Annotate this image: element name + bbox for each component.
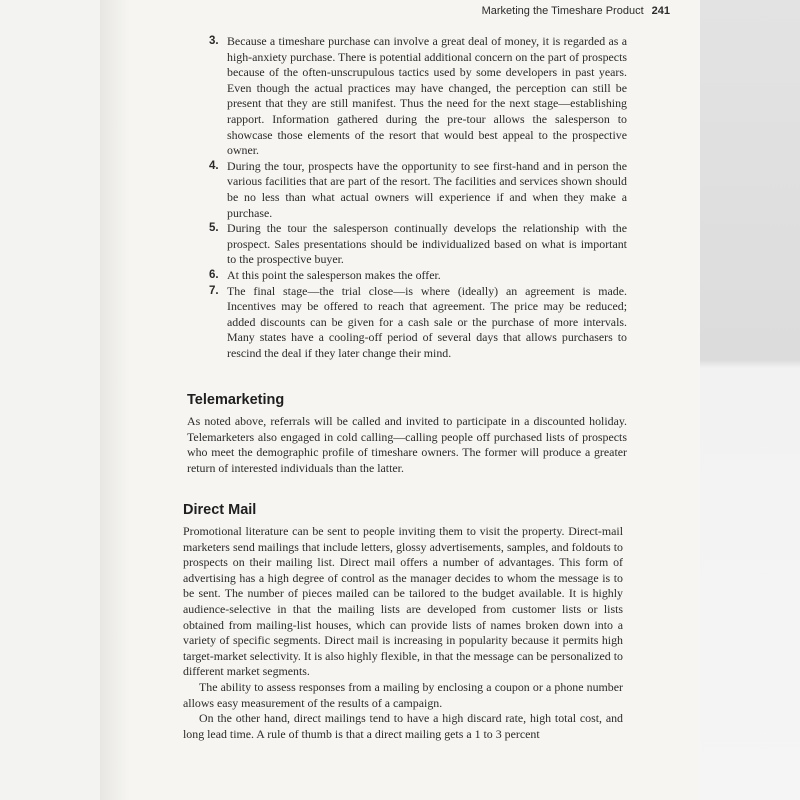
direct-mail-paragraph: On the other hand, direct mailings tend to have a high discard rate, high total cost, and long lead time. A rule of thumb is that a direct mailing gets a 1 to 3 percent bbox=[183, 711, 623, 741]
telemarketing-section bbox=[187, 392, 627, 476]
background-right bbox=[700, 0, 800, 800]
telemarketing-paragraph: As noted above, referrals will be called and invited to participate in a discounted holiday. Telemarketers also engaged in cold calling—calling people off purchased lists of prospects who meet the demographic profile of timeshare owners. The former will produce a greater return of interested individuals than the latter. bbox=[187, 414, 627, 475]
background-left bbox=[0, 0, 108, 800]
list-item bbox=[187, 221, 627, 268]
list-item bbox=[187, 268, 627, 284]
direct-mail-heading: Direct Mail bbox=[183, 502, 257, 518]
list-item-text: Because a timeshare purchase can involve a great deal of money, it is regarded as a high-anxiety purchase. There is potential additional concern on the part of prospects because of the often-unscrupulous tactics used by some developers in past years. Even though the actual practices may have changed, the perception can still be present that they are still manifest. Thus the need for the next stage—establishing rapport. Information gathered during the pre-tour allows the salesperson to showcase those elements of the resort that would best appeal to the prospective owner. bbox=[227, 34, 627, 158]
page-gutter-shadow bbox=[100, 0, 130, 800]
list-item-text: During the tour, prospects have the opportunity to see first-hand and in person the various facilities that are part of the resort. The facilities and services shown should be no less than what actual owners will experience if and when they make a purchase. bbox=[227, 158, 627, 220]
list-item-text: During the tour the salesperson continually develops the relationship with the prospect. Sales presentations should be individualized based on what is important to the prospective buyer. bbox=[227, 221, 627, 267]
page-number: 241 bbox=[651, 5, 670, 17]
list-item bbox=[187, 34, 627, 159]
list-item-text: The final stage—the trial close—is where (ideally) an agreement is made. Incentives may be offered to reach that agreement. The price may be reduced; added discounts can be given for a cash sale or the purchase of more intervals. Many states have a cooling-off period of several days that allows purchasers to rescind the deal if they later change their mind. bbox=[227, 283, 627, 360]
telemarketing-heading: Telemarketing bbox=[187, 392, 285, 408]
list-item-number: 7. bbox=[209, 284, 219, 297]
list-item-text: At this point the salesperson makes the offer. bbox=[227, 267, 441, 282]
list-item-number: 6. bbox=[209, 268, 219, 281]
list-item bbox=[187, 284, 627, 362]
running-head bbox=[460, 5, 670, 17]
direct-mail-paragraph: Promotional literature can be sent to people inviting them to visit the property. Direct-mail marketers send mailings that include letters, glossy advertisements, samples, and foldouts to prospects on their mailing list. Direct mail offers a number of advantages. This form of advertising has a high degree of control as the manager decides to whom the message is to be sent. The number of pieces mailed can be tailored to the budget available. It is highly audience-selective in that the mailing lists are developed from customer lists or lists obtained from mailing-list houses, which can provide lists of names broken down into a variety of specific segments. Direct mail is increasing in popularity because it permits high target-market selectivity. It is also highly flexible, in that the message can be personalized to different market segments. bbox=[183, 524, 623, 679]
direct-mail-paragraph: The ability to assess responses from a mailing by enclosing a coupon or a phone number allows easy measurement of the results of a campaign. bbox=[183, 679, 623, 710]
list-item-number: 4. bbox=[209, 159, 219, 172]
steps-list bbox=[187, 34, 627, 361]
numbered-list-block bbox=[187, 34, 627, 361]
direct-mail-section bbox=[183, 502, 623, 742]
list-item-number: 5. bbox=[209, 222, 219, 235]
running-head-title: Marketing the Timeshare Product bbox=[481, 5, 644, 17]
list-item-number: 3. bbox=[209, 35, 219, 47]
list-item bbox=[187, 159, 627, 221]
